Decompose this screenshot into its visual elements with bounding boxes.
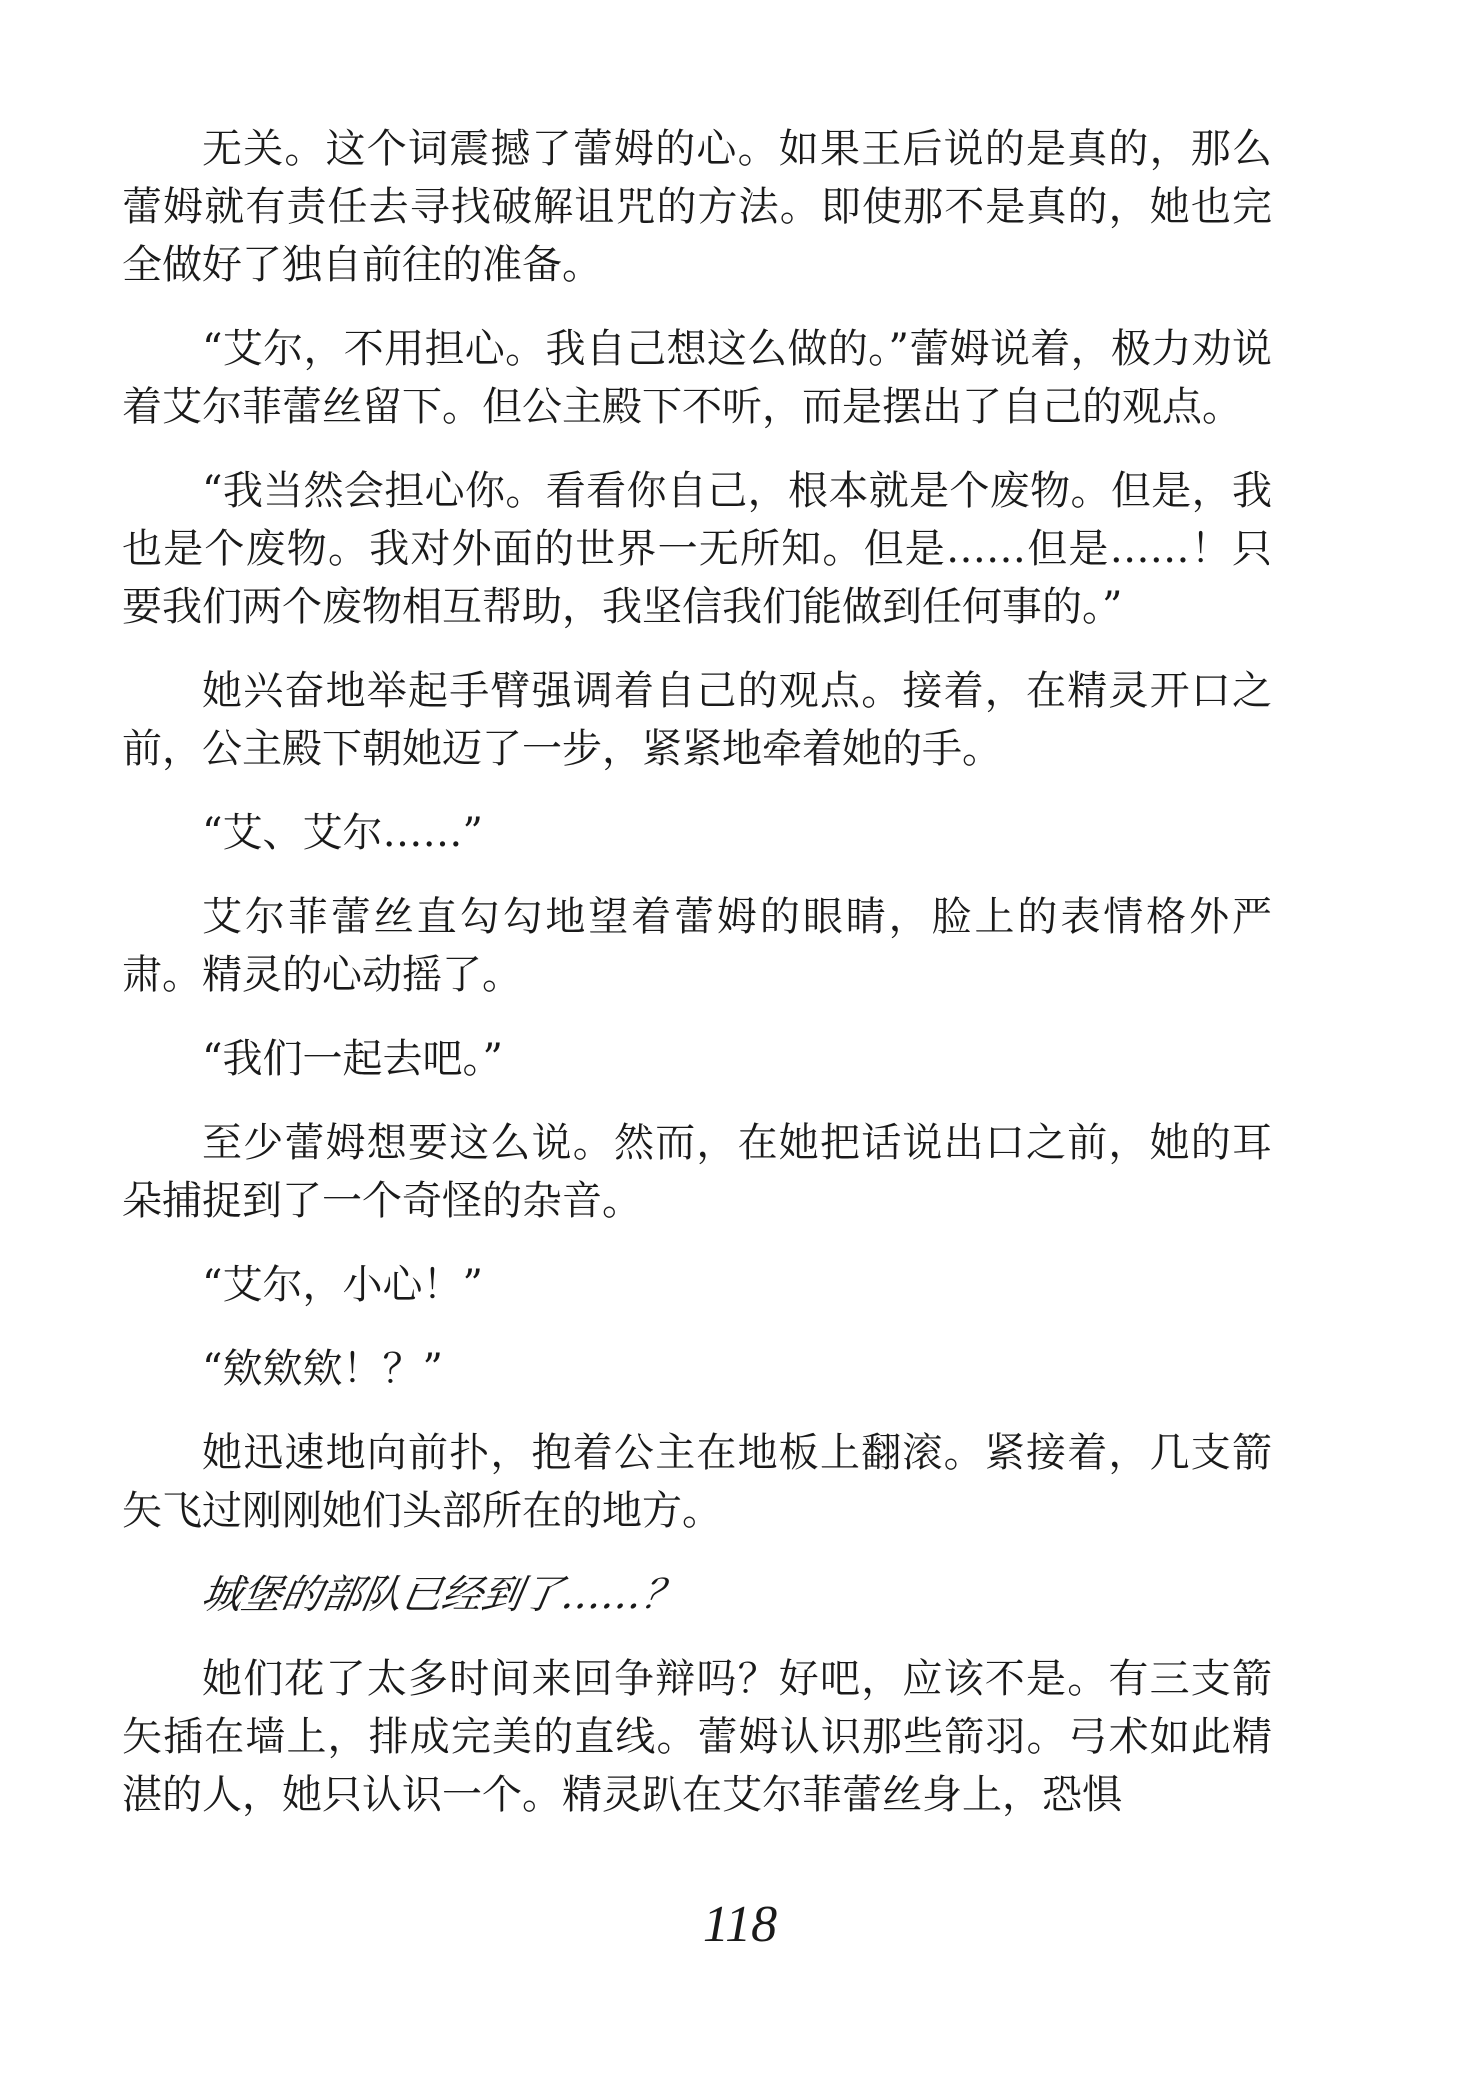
paragraph: 她迅速地向前扑，抱着公主在地板上翻滚。紧接着，几支箭矢飞过刚刚她们头部所在的地方。 — [122, 1430, 1272, 1534]
paragraph: 至少蕾姆想要这么说。然而，在她把话说出口之前，她的耳朵捕捉到了一个奇怪的杂音。 — [122, 1120, 1272, 1224]
paragraph: “艾、艾尔……” — [202, 810, 483, 856]
page-number: 118 — [702, 1896, 778, 1953]
body-text — [122, 120, 1272, 1850]
paragraph: “艾尔，不用担心。我自己想这么做的。”蕾姆说着，极力劝说着艾尔菲蕾丝留下。但公主殿下不听，而是摆出了自己的观点。 — [122, 326, 1272, 430]
paragraph: 她兴奋地举起手臂强调着自己的观点。接着，在精灵开口之前，公主殿下朝她迈了一步，紧紧地牵着她的手。 — [122, 668, 1272, 772]
italic-thought-paragraph: 城堡的部队已经到了……？ — [197, 1572, 687, 1618]
paragraph: “我们一起去吧。” — [202, 1036, 503, 1082]
paragraph: “艾尔，小心！” — [202, 1262, 483, 1308]
paragraph: 她们花了太多时间来回争辩吗？好吧，应该不是。有三支箭矢插在墙上，排成完美的直线。蕾姆认识那些箭羽。弓术如此精湛的人，她只认识一个。精灵趴在艾尔菲蕾丝身上，恐惧 — [122, 1656, 1272, 1818]
paragraph: 无关。这个词震撼了蕾姆的心。如果王后说的是真的，那么蕾姆就有责任去寻找破解诅咒的方法。即使那不是真的，她也完全做好了独自前往的准备。 — [122, 126, 1272, 288]
paragraph: “我当然会担心你。看看你自己，根本就是个废物。但是，我也是个废物。我对外面的世界一无所知。但是……但是……！只要我们两个废物相互帮助，我坚信我们能做到任何事的。” — [122, 468, 1272, 630]
paragraph: “欸欸欸！？” — [202, 1346, 443, 1392]
paragraph: 艾尔菲蕾丝直勾勾地望着蕾姆的眼睛，脸上的表情格外严肃。精灵的心动摇了。 — [122, 894, 1272, 998]
